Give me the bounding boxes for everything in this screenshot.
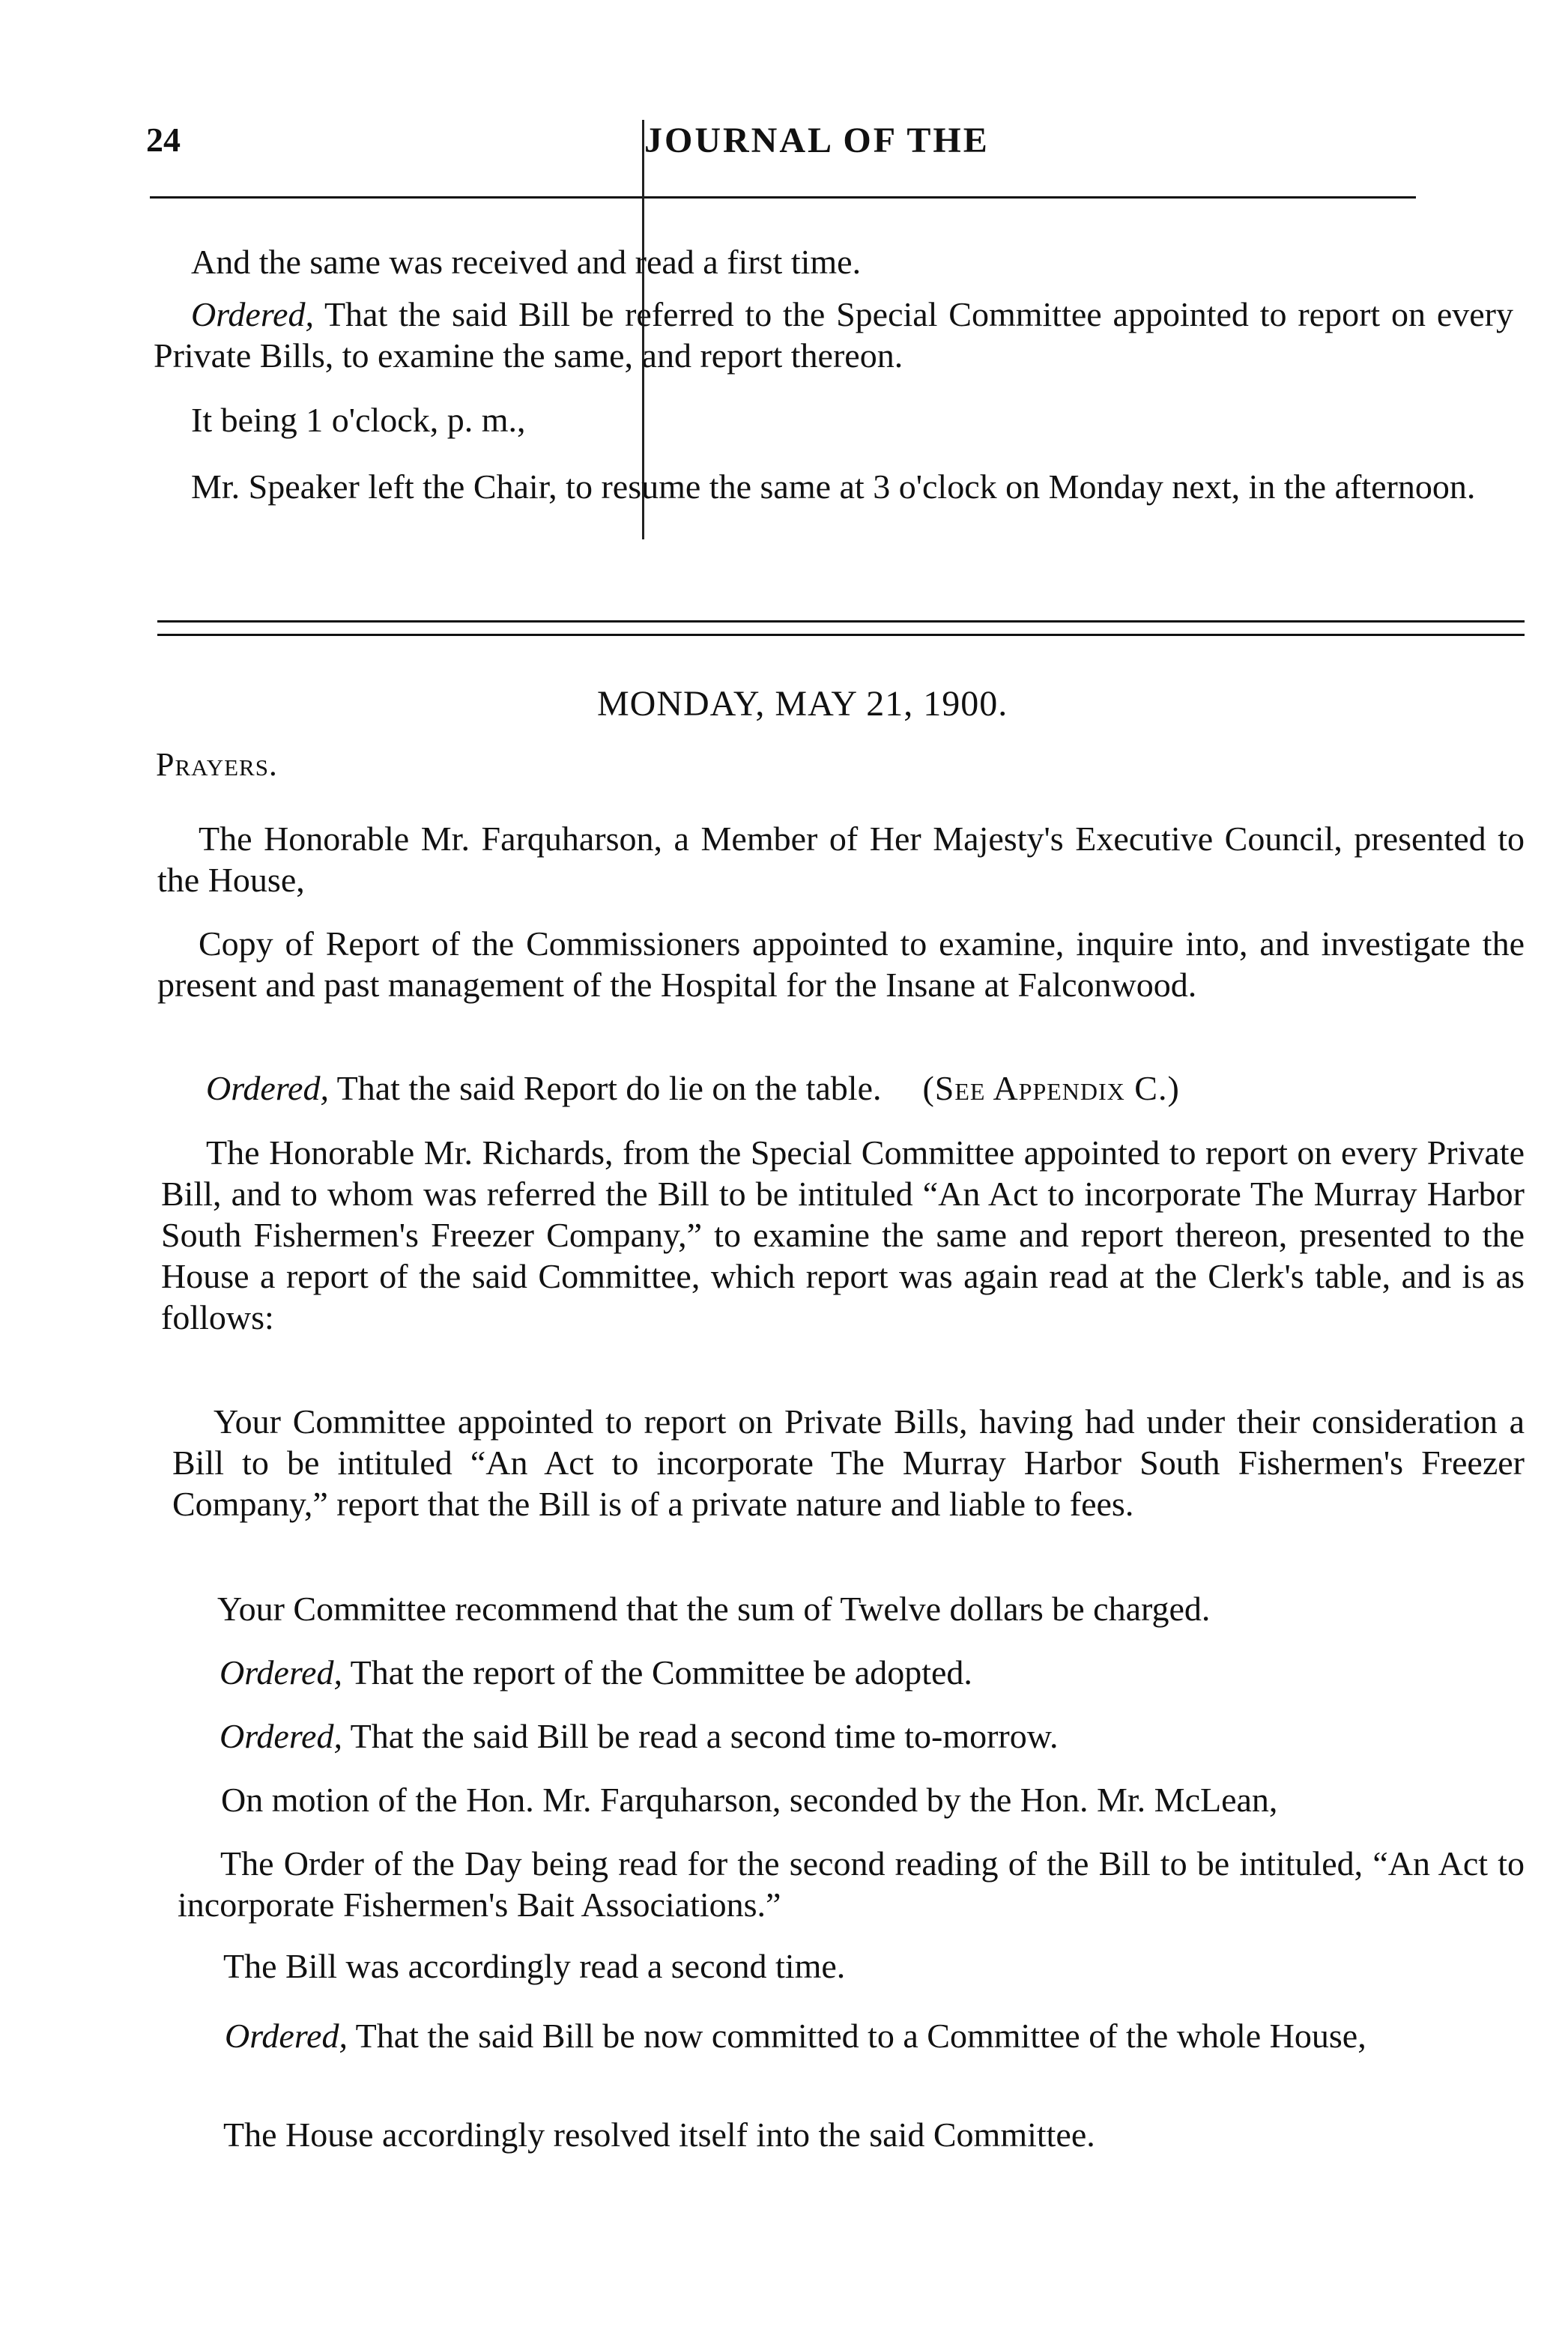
paragraph-richards-report [161,1132,1525,1338]
paragraph-text [187,2015,1525,2056]
paragraph-recommend-fee [217,1588,1525,1629]
page-number: 24 [146,121,181,159]
paragraph-text: On motion of the Hon. Mr. Farquharson, seconded by the Hon. Mr. McLean, [221,1781,1278,1819]
paragraph-text: The Honorable Mr. Richards, from the Special Committee appointed to report on every Private Bill, and to whom was referred the Bill to be intituled “An Act to incorporate The Murray Harbor South Fishermen's Freezer Company,” to examine the same and report thereon, presented to the House a report of the said Committee, which report was again read at the Clerk's table, and is as follows: [161,1133,1525,1336]
paragraph-body: That the said Bill be now committed to a Committee of the whole House, [347,2017,1366,2055]
paragraph-ordered-referred [154,294,1513,376]
ordered-label: Ordered, [220,1653,342,1692]
paragraph-body: That the said Bill be read a second time to-morrow. [342,1717,1059,1755]
appendix-reference: (See Appendix C.) [922,1069,1180,1107]
paragraph-speaker-left [154,466,1513,507]
paragraph-body: That the said Report do lie on the table. [328,1069,882,1107]
paragraph-body: That the said Bill be referred to the Special Committee appointed to report on every Private Bills, to examine the same, and report thereon. [154,295,1513,375]
paragraph-body: That the report of the Committee be adopted. [342,1653,972,1692]
paragraph-text [206,1067,1525,1109]
paragraph-second-time-tomorrow [220,1715,1525,1757]
paragraph-text: And the same was received and read a first time. [191,243,862,281]
date-heading: MONDAY, MAY 21, 1900. [597,684,1008,724]
paragraph-report-lie-on-table [206,1067,1525,1109]
paragraph-text [154,294,1513,376]
paragraph-received [191,241,1435,282]
paragraph-text: The Honorable Mr. Farquharson, a Member of Her Majesty's Executive Council, presented to the House, [157,820,1525,899]
paragraph-order-of-day [178,1843,1525,1925]
paragraph-text [220,1652,1525,1693]
section-rule-top [157,620,1525,623]
paragraph-text [220,1715,1525,1757]
ordered-label: Ordered, [220,1717,342,1755]
paragraph-resolved-committee [223,2114,1525,2155]
ordered-label: Ordered, [206,1069,329,1107]
paragraph-on-motion [221,1779,1525,1820]
ordered-label: Ordered, [225,2017,348,2055]
paragraph-text: The House accordingly resolved itself into the said Committee. [223,2116,1095,2154]
paragraph-text: Your Committee appointed to report on Private Bills, having had under their consideration a Bill to be intituled “An Act to incorporate The Murray Harbor South Fishermen's Freezer Company,” report that the Bill is of a private nature and liable to fees. [172,1402,1525,1523]
paragraph-text: The Bill was accordingly read a second time. [223,1947,846,1985]
paragraph-committed-whole-house [187,2015,1525,2056]
running-title: JOURNAL OF THE [644,121,990,160]
paragraph-report-adopted [220,1652,1525,1693]
paragraph-one-oclock [191,399,1435,440]
paragraph-read-second-time [223,1945,1525,1987]
section-rule-bottom [157,634,1525,636]
paragraph-text: Your Committee recommend that the sum of Twelve dollars be charged. [217,1590,1211,1628]
paragraph-committee-findings [172,1401,1525,1524]
paragraph-text: Mr. Speaker left the Chair, to resume the same at 3 o'clock on Monday next, in the afternoon. [191,467,1476,506]
paragraph-text: Copy of Report of the Commissioners appointed to examine, inquire into, and investigate the present and past management of the Hospital for the Insane at Falconwood. [157,924,1525,1004]
ordered-label: Ordered, [191,295,314,333]
paragraph-copy-of-report [157,923,1525,1005]
paragraph-farquharson-presented [157,818,1525,900]
paragraph-text: It being 1 o'clock, p. m., [191,401,526,439]
header-rule [150,196,1416,199]
paragraph-text: The Order of the Day being read for the second reading of the Bill to be intituled, “An Act to incorporate Fishermen's Bait Associations.” [178,1844,1525,1924]
prayers-heading: Prayers. [156,746,278,783]
